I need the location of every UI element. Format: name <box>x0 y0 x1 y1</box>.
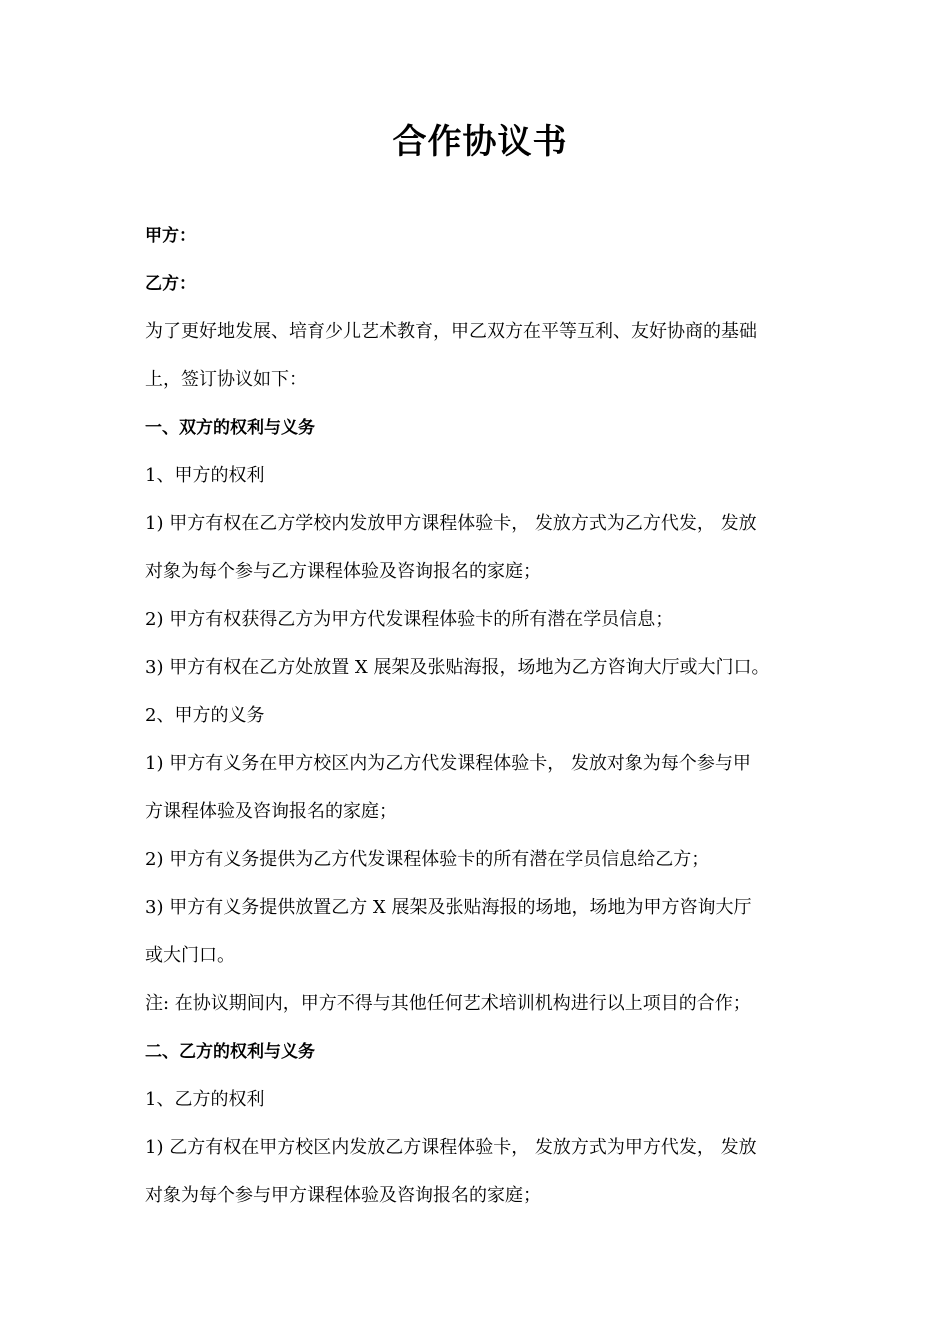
paragraph-line: 1、乙方的权利 <box>145 1089 265 1110</box>
paragraph-line: 2、甲方的义务 <box>145 705 265 726</box>
document-title: 合作协议书 <box>392 122 568 162</box>
paragraph-line: 为了更好地发展、培育少儿艺术教育，甲乙双方在平等互利、友好协商的基础 <box>145 321 757 342</box>
section-heading: 二、乙方的权利与义务 <box>145 1042 315 1062</box>
section-heading: 一、双方的权利与义务 <box>145 418 315 438</box>
paragraph-line: 3) 甲方有义务提供放置乙方 X 展架及张贴海报的场地，场地为甲方咨询大厅 <box>145 897 752 918</box>
paragraph-line: 方课程体验及咨询报名的家庭； <box>145 801 397 822</box>
paragraph-line: 1) 乙方有权在甲方校区内发放乙方课程体验卡， 发放方式为甲方代发， 发放 <box>145 1137 757 1158</box>
paragraph-line: 1) 甲方有义务在甲方校区内为乙方代发课程体验卡， 发放对象为每个参与甲 <box>145 753 751 774</box>
paragraph-line: 上，签订协议如下： <box>145 369 307 390</box>
section-heading: 乙方： <box>145 274 196 294</box>
paragraph-line: 注: 在协议期间内，甲方不得与其他任何艺术培训机构进行以上项目的合作； <box>145 993 751 1014</box>
paragraph-line: 1) 甲方有权在乙方学校内发放甲方课程体验卡， 发放方式为乙方代发， 发放 <box>145 513 757 534</box>
paragraph-line: 3) 甲方有权在乙方处放置 X 展架及张贴海报，场地为乙方咨询大厅或大门口。 <box>145 657 770 678</box>
paragraph-line: 对象为每个参与甲方课程体验及咨询报名的家庭； <box>145 1185 541 1206</box>
paragraph-line: 2) 甲方有义务提供为乙方代发课程体验卡的所有潜在学员信息给乙方； <box>145 849 710 870</box>
paragraph-line: 对象为每个参与乙方课程体验及咨询报名的家庭； <box>145 561 541 582</box>
section-heading: 甲方： <box>145 226 196 246</box>
paragraph-line: 2) 甲方有权获得乙方为甲方代发课程体验卡的所有潜在学员信息； <box>145 609 674 630</box>
paragraph-line: 1、甲方的权利 <box>145 465 265 486</box>
paragraph-line: 或大门口。 <box>145 945 235 966</box>
